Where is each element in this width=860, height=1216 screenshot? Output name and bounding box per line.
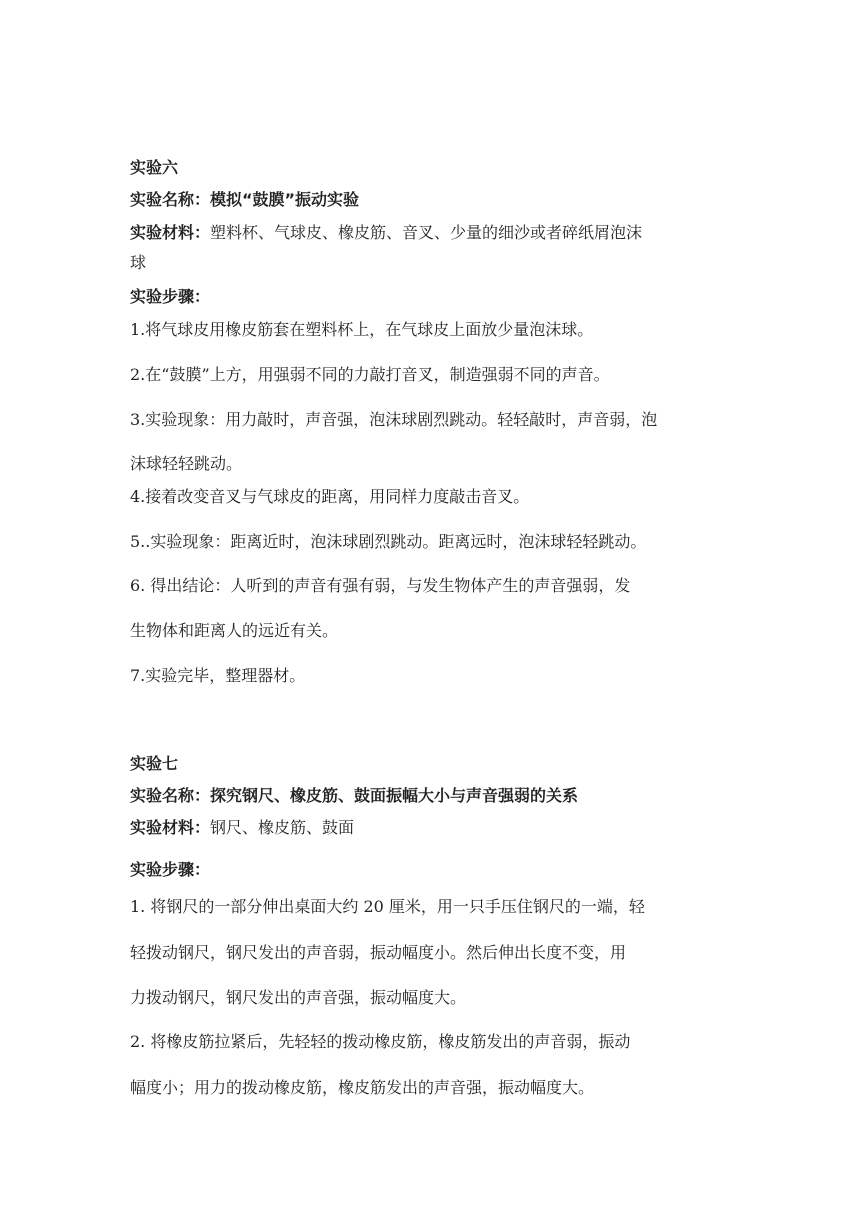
exp7-materials: 钢尺、橡皮筋、鼓面 (210, 818, 355, 837)
exp7-materials-line (130, 818, 735, 838)
exp6-materials-label: 实验材料： (130, 223, 211, 242)
exp6-step-6: 6. 得出结论：人听到的声音有强有弱，与发生物体产生的声音强弱，发 (130, 576, 631, 595)
exp6-name-line (130, 190, 735, 210)
exp7-steps-label: 实验步骤： (130, 860, 211, 879)
exp6-heading: 实验六 (130, 158, 179, 177)
exp6-name-label: 实验名称： (130, 190, 211, 209)
exp7-step-2: 2. 将橡皮筋拉紧后，先轻轻的拨动橡皮筋，橡皮筋发出的声音弱，振动 (130, 1032, 631, 1051)
exp6-step-1: 1.将气球皮用橡皮筋套在塑料杯上，在气球皮上面放少量泡沫球。 (130, 320, 594, 339)
exp6-materials-line (130, 223, 735, 243)
exp7-name-line (130, 786, 735, 806)
exp7-heading: 实验七 (130, 754, 179, 773)
exp7-step-1-cont-1: 轻拨动钢尺，钢尺发出的声音弱，振动幅度小。然后伸出长度不变，用 (130, 943, 627, 962)
exp7-step-1-cont-2: 力拨动钢尺，钢尺发出的声音强，振动幅度大。 (130, 988, 467, 1007)
exp7-name: 探究钢尺、橡皮筋、鼓面振幅大小与声音强弱的关系 (210, 786, 579, 805)
exp6-materials-cont: 球 (130, 253, 147, 272)
exp6-steps-label: 实验步骤： (130, 287, 211, 306)
exp6-step-2: 2.在“鼓膜”上方，用强弱不同的力敲打音叉，制造强弱不同的声音。 (130, 365, 610, 384)
exp7-step-2-cont: 幅度小；用力的拨动橡皮筋，橡皮筋发出的声音强，振动幅度大。 (130, 1078, 595, 1097)
exp7-step-1: 1. 将钢尺的一部分伸出桌面大约 20 厘米，用一只手压住钢尺的一端，轻 (130, 897, 645, 916)
exp6-step-5: 5..实验现象：距离近时，泡沫球剧烈跳动。距离远时，泡沫球轻轻跳动。 (130, 532, 647, 551)
exp6-materials: 塑料杯、气球皮、橡皮筋、音叉、少量的细沙或者碎纸屑泡沫 (210, 223, 643, 242)
exp7-name-label: 实验名称： (130, 786, 211, 805)
exp6-step-6-cont: 生物体和距离人的远近有关。 (130, 621, 339, 640)
exp6-step-3-cont: 沫球轻轻跳动。 (130, 454, 243, 473)
exp6-step-7: 7.实验完毕，整理器材。 (130, 666, 306, 685)
exp6-name: 模拟“鼓膜”振动实验 (210, 190, 360, 209)
exp6-step-4: 4.接着改变音叉与气球皮的距离，用同样力度敲击音叉。 (130, 487, 530, 506)
exp7-materials-label: 实验材料： (130, 818, 211, 837)
exp6-step-3: 3.实验现象：用力敲时，声音强，泡沫球剧烈跳动。轻轻敲时，声音弱，泡 (130, 410, 658, 429)
